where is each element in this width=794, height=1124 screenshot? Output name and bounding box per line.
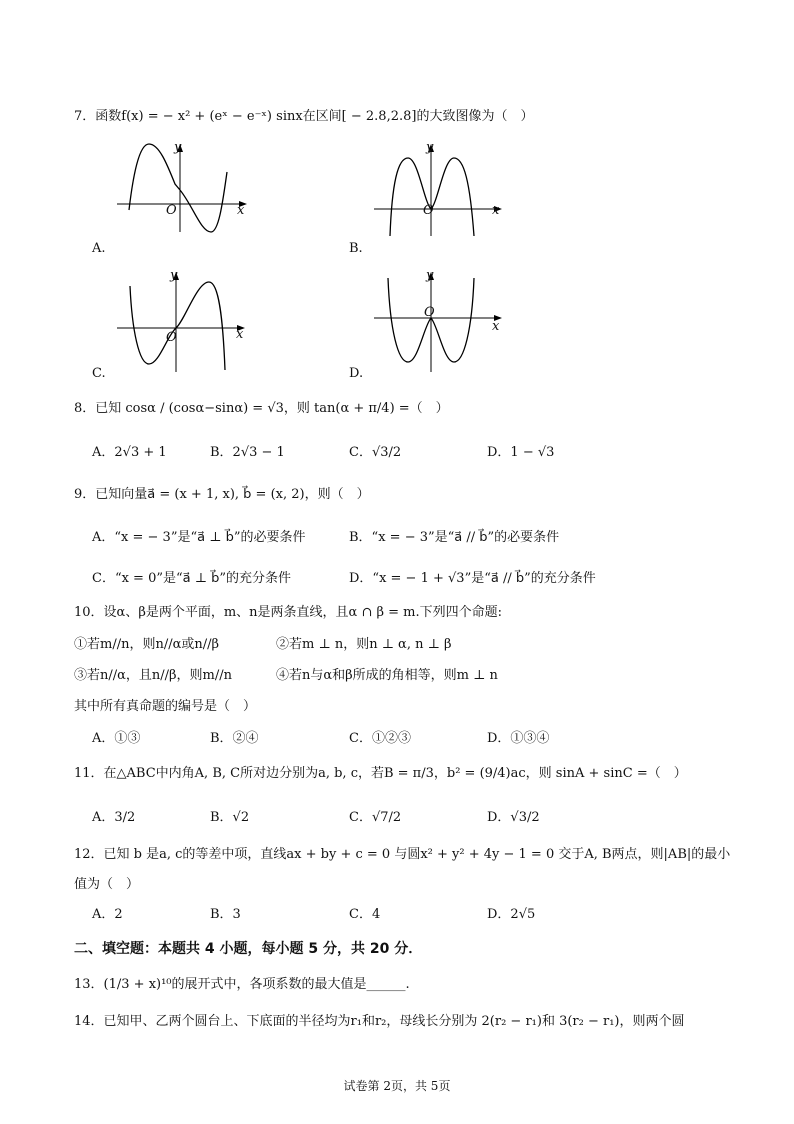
q9-option-b: B．“x = − 3”是“a⃗ // b⃗”的必要条件 [349,530,560,545]
q7b-x-label: x [492,203,500,218]
q12-option-d: D．2√5 [487,907,536,922]
q8-option-a: A．2√3 + 1 [92,445,167,460]
q10-option-c: C．①②③ [349,731,411,746]
q10-ask: 其中所有真命题的编号是（ ） [74,699,257,714]
q7-graph-d [372,270,512,374]
q10-option-a: A．①③ [92,731,141,746]
section-2-heading: 二、填空题：本题共 4 小题，每小题 5 分，共 20 分． [74,941,423,957]
q13-stem: 13．(1/3 + x)¹⁰的展开式中，各项系数的最大值是______. [74,977,410,992]
q10-prop-3: ③若n//α，且n//β，则m//n [74,668,233,683]
q10-option-d: D．①③④ [487,731,550,746]
q8-option-c: C．√3/2 [349,445,402,460]
q10-prop-1: ①若m//n，则n//α或n//β [74,637,220,652]
q11-option-d: D．√3/2 [487,810,540,825]
q10-option-b: B．②④ [210,731,259,746]
q7-graph-a [115,142,255,234]
q7d-x-label: x [492,319,500,334]
q7b-origin-label: O [423,203,434,218]
q7-option-c: C. [92,366,106,381]
q12-option-c: C．4 [349,907,381,922]
q11-option-a: A．3/2 [92,810,136,825]
q12-option-a: A．2 [92,907,123,922]
q7d-origin-label: O [424,305,435,320]
q7-option-d: D. [349,366,364,381]
q8-stem: 8．已知 cosα / (cosα−sinα) = √3，则 tan(α + π/4) =（ ） [74,401,449,416]
q12-option-b: B．3 [210,907,241,922]
q9-stem: 9．已知向量a⃗ = (x + 1, x), b⃗ = (x, 2)，则（ ） [74,487,370,502]
q10-prop-4: ④若n与α和β所成的角相等，则m ⊥ n [276,668,498,683]
q11-option-c: C．√7/2 [349,810,402,825]
q12-stem-line1: 12．已知 b 是a, c的等差中项，直线ax + by + c = 0 与圆x² + y² + 4y − 1 = 0 交于A, B两点，则|AB|的最小 [74,847,731,862]
q7-option-a: A. [92,241,106,256]
q9-option-d: D．“x = − 1 + √3”是“a⃗ // b⃗”的充分条件 [349,571,596,586]
q9-option-a: A．“x = − 3”是“a⃗ ⊥ b⃗”的必要条件 [92,530,306,545]
q7c-x-label: x [236,327,244,342]
q8-option-d: D．1 − √3 [487,445,555,460]
q7-option-b: B. [349,241,363,256]
page-footer: 试卷第 2页，共 5页 [343,1079,451,1093]
q10-stem: 10．设α、β是两个平面，m、n是两条直线，且α ∩ β = m.下列四个命题: [74,605,502,620]
q7c-y-label: y [170,268,178,283]
q7-graph-c [115,270,255,374]
q11-option-b: B．√2 [210,810,250,825]
q12-stem-line2: 值为（ ） [74,877,140,892]
q7c-origin-label: O [166,330,177,345]
q7-graph-b [372,142,512,238]
q7b-y-label: y [426,140,434,155]
q7d-y-label: y [426,268,434,283]
q14-stem: 14．已知甲、乙两个圆台上、下底面的半径均为r₁和r₂，母线长分别为 2(r₂ − r₁)和 3(r₂ − r₁)，则两个圆 [74,1014,685,1029]
q7a-origin-label: O [166,203,177,218]
q7-stem: 7．函数f(x) = − x² + (eˣ − e⁻ˣ) sinx在区间[ − 2.8,2.8]的大致图像为（ ） [74,109,534,124]
q11-stem: 11．在△ABC中内角A, B, C所对边分别为a, b, c，若B = π/3，b² = (9/4)ac，则 sinA + sinC =（ ） [74,766,687,781]
q7a-x-label: x [237,203,245,218]
q10-prop-2: ②若m ⊥ n，则n ⊥ α, n ⊥ β [276,637,452,652]
q7a-y-label: y [174,140,182,155]
q9-option-c: C．“x = 0”是“a⃗ ⊥ b⃗”的充分条件 [92,571,291,586]
q8-option-b: B．2√3 − 1 [210,445,285,460]
